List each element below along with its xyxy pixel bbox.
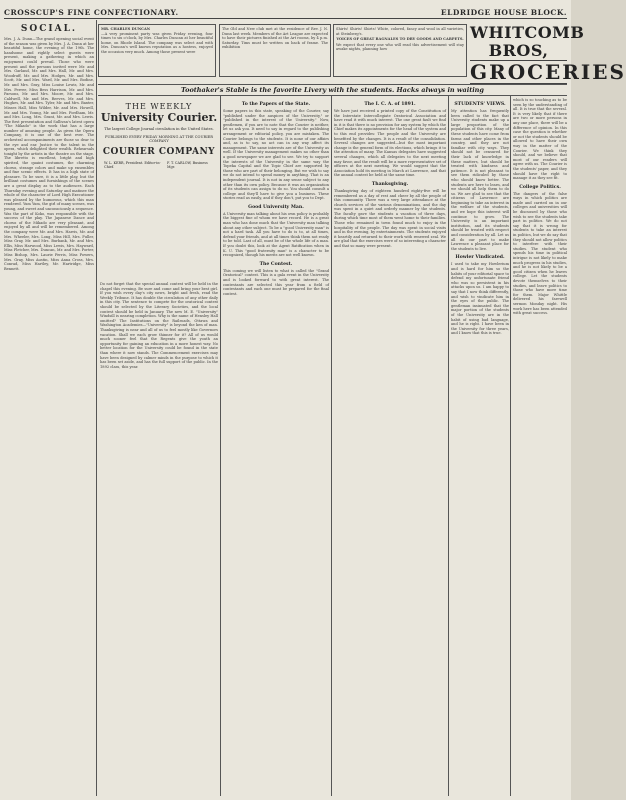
- ad-shirts-body2: We expect that every one who will read this advertisement will stay awake nights, planning how: [336, 42, 464, 52]
- ad-whitcomb: [470, 23, 626, 84]
- column-rule: [96, 20, 97, 796]
- page-header: [4, 6, 567, 19]
- social-column: [4, 22, 94, 794]
- ad-charles-title: MR. CHARLES DUNCAN: [101, 27, 151, 31]
- column-rule: [331, 96, 332, 796]
- editorial-notes: [100, 282, 218, 794]
- masthead-staff: [104, 161, 214, 170]
- column-students-views: [451, 98, 509, 794]
- good-man-text: A University man talking about his own policy is probably the biggest fine of whom we have record. He is a great man who has done much that the University man talking about any other subject. To be a "good University man" is not a hard task. All you have to do is to, at all times, defend your friends, and at all times think them not ready to be told. Last of all, must be of the whole life of a man. If you doubt this, look at the Agent Ratification when in K. U. This "good fraternity man" is a character to be recognized, though his merits are not well known.: [223, 211, 329, 258]
- ad-charles-body: —A very prominent party was given Friday evening, four times to six o'clock, by Mrs. Charles Duncan at her beautiful home, on Rhode Island. The company was select and with Mrs. Duncan's well known reputation as a hostess, enjoyed the occasion very much. Among those present were: [101, 31, 213, 54]
- views-text: My attention has frequently been called to the fact that University students make up a large proportion of the population of this city. Many of these students have come from farms and other places in the country, and they are not familiar with city ways. They should not be censured for their lack of knowledge in these matters, but should be treated with kindness and patience. It is not pleasant to see them ridiculed by those who should know better. The students are here to learn, and we should all help them to do so. We are glad to see that the citizens of Lawrence are beginning to take an interest in the welfare of the students, and we hope this interest will continue to grow. The University is an important institution, and its students should be treated with respect and consideration by all. Let us all do our part to make Lawrence a pleasant place for the students to live.: [451, 109, 509, 251]
- masthead-published: PUBLISHED EVERY FRIDAY MORNING AT THE COURIER COMPANY: [105, 134, 213, 144]
- ad-old-and-new: [219, 24, 331, 77]
- column-rule: [220, 96, 221, 796]
- howler-text: I used to take my Howlerium and is hard for him so the habits of your editorial space to defend my unfortunate friend who was so persistent in his attacks upon us. I am happy to say that I now think differently, and wish to vindicate him in the eyes of the public. The gentleman insinuated that the major portion of the students of the University are in the habit of using bad language, and he is right. I have been in the University for three years, and I know that this is true.: [451, 262, 510, 336]
- social-text: Mrs. J. A. Dunn—The grand opening social event of the season was given by Mrs. J. A. Dunn at her beautiful home, the evening of the 19th. The handsome and rightly select guests were present, making a gathering in which an enjoyment could prevail. Those who were present and the persons invited were Mr. and Mrs. Garland, Mr. and Mrs. Hall, Mr. and Mrs. Woodruff, Mr. and Mrs. Hodges, Mr. and Mrs. Scott, Mr. and Mrs. Ward, Mr. and Mrs. Bodine, Mr. and Mrs. Gray, Miss Louise Lewis, Mr. and Mrs. Ferree, Miss Bess Harrison, Mr. and Mrs. Parsons, Mr. and Mrs. Moore, Mr. and Mrs. Caldwell, Mr. and Mrs. Reeves, Mr. and Mrs. Hughes, Mr. and Mrs. Tyler, Mr. and Mrs. Baxter, Misses Hall, Miss Wilder, Mr. and Mrs. Howell, Mr. and Mrs. Young, Mr. and Mrs. Fordham, Mr. and Mrs. Long, Mrs. Grant, Mr. and Mrs. Lewis. The first presentation and Sullivan's latest opera "The Mikado" is the work that has a large number of amusing people. As given the Opera Company, it is one of the best ever. The orchestral accompaniments are those so dear to the eye and ear. Justice to the talent in the opera, which delighted their wealth. Rehearsals tonight by the artists in the theatre on the stage. The libretto is excellent, bright and high spirited, the quaint costumes, the charming chorus, strange colors and make up ensembles and fine scenic effects. It has in a high state of pleasure. To be sure, it is a little play, but the brilliant costumes and furnishings of the scenes are a great display as to the audiences. Each Thursday evening and Saturday and matinee the whole of the character of Lord High Executioner was pleased by the humorous, which this man rendered. Yum Yum, the girl of many scenes, was young, and sweet and unconsciously a sequence. Was the part of Koko, was responsible with the success of the play. The Japanese Dance and chorus of the Mikado are very pleasant, and enjoyed by all and will be remembered. Among the company were Mr. and Mrs. Harris, Mr. and Mrs. Wheeler, Mrs. Long, Miss Hill, Mrs. Fuller, Miss Gray, Mr. and Mrs. Burbank, Mr. and Mrs. Ellis, Miss Harwood, Miss Lewis, Mrs. Hayward, Miss Fletcher, Mrs. Duncan, Mr. and Mrs. Porter, Miss Bishop, Mrs. Laurie Ferris, Miss Powers, Mrs. Gray, Miss Austin, Miss Anna Cross, Mrs. Conrad, Miss Hartley, Mr. Hartridge, Miss Bennett.: [4, 37, 94, 271]
- ica-text: We have just received a printed copy of the Constitution of the Interstate Intercollegiate Oratorical Association and have read it with much interest. The one great fault we find in it is that there is no provision for any system by which the Chief makes its appointments for the head of the system and to this end provides: The people and the University are benefited by the changes. It is a result of the consolidation. Several changes are suggested—but the most important change is the general form of its elections, which brings it to the attention of many. The Kansas delegates have suggested several changes, which all delegates to the next meeting may favor, and the result will be a more representative set of officers at the next meeting. We would suggest that the Association hold its meeting in March at Lawrence, and that the annual contest be held at the same time.: [334, 109, 446, 178]
- social-heading: SOCIAL.: [20, 24, 78, 34]
- header-left: CROSSCUP'S FINE CONFECTIONARY.: [4, 7, 179, 17]
- ad-shirts-body: Shirts! Shirts! Shirts! White, colored, fancy and wool in all varieties, at Steinberg's.: [336, 27, 464, 36]
- masthead-company: COURIER COMPANY: [102, 146, 216, 157]
- header-right: ELDRIDGE HOUSE BLOCK.: [440, 7, 567, 17]
- c4-text: which is so touching as to be seen by the understanding of all. It is true that the several. It is very likely that if there are two or more persons in any one place, there will be a difference of opinion. In this case the question is whether or not the students should be allowed to have their own way in the matter of the Courier. We think they should, and we believe that most of our readers will agree with us. The Courier is the students' paper, and they should have the right to manage it as they see fit.: [513, 98, 567, 181]
- contest-text: This coming we will listen to what is called the "Grand Oratorical" contest. This is a gala event in the University and is looked forward to with great interest. The contestants are selected this year from a field of contestants and each one must be prepared for the final contest.: [223, 268, 329, 296]
- ad-charles-duncan: [98, 24, 216, 77]
- masthead-kicker: THE WEEKLY: [125, 102, 193, 111]
- column-rule: [448, 96, 449, 796]
- politics-heading: College Politics.: [519, 184, 561, 190]
- howler-heading: Howler Vindicated.: [455, 255, 505, 261]
- ad-oldsaw-body: The Old and New club met at the residence of Rev. J. N. Dunn last week. Members of the Art League are expected to have their pictures finished at the Art rooms, by 4 p.m. Saturday. Tims must be written on back of frame. The exhibition: [222, 27, 328, 50]
- ad-shirts-cry: VOICES OF GREAT RAGNALES TO DRY GOODS AND CARPETS.: [336, 37, 464, 42]
- column-college-politics: [513, 98, 567, 794]
- thanksgiving-heading: Thanksgiving.: [371, 181, 409, 187]
- column-rule: [510, 96, 511, 796]
- good-man-heading: Good University Man.: [248, 204, 304, 210]
- contest-heading: The Contest.: [259, 261, 293, 267]
- thanksgiving-text: Thanksgiving day of eighteen hundred eighty-five will be remembered as a day of rest and cheer by all the people of this community. There was a very large attendance at the church services of the various denominations, and the day was spent in a quiet and orderly manner by the students. The faculty gave the students a vacation of three days, during which time most of them went home to their families. Those who remained in town found much to enjoy in the hospitality of the people. The day was spent in social visits and in the evening, by entertainments. The students enjoyed it heartily and returned to their work with renewed zeal. We are glad that the exercises were of so interesting a character and that so many were present.: [334, 188, 446, 249]
- masthead-title: University Courier.: [100, 111, 218, 124]
- politics-text: The dangers of the false ways in which politics are made and carried on in our colleges and universities will be discussed by those who wish to see the students take part in politics. We do not say that it is wrong for students to take an interest in politics, but we do say that they should not allow politics to interfere with their studies. The student who spends his time in political intrigue is not likely to make much progress in his studies, and he is not likely to be a good citizen when he leaves college. Let the students devote themselves to their studies, and leave politics to those who have more time for them. Major Whittle delivered his farewell sermon Monday night. His work here has been attended with great success.: [513, 191, 567, 316]
- masthead: [98, 98, 220, 280]
- masthead-notice: Do not forget that the special annual contest will be held in the chapel this evening. Be sure and come and bring your best girl. If you wish every day's city news, bright and fresh, read the Weekly Tribune. It has double the circulation of any other daily in this city. The sentence to compete for the oratorical contest should be selected by the Literary Societies, and the local contest should be held in January. The new M. E. "University" Windsill is nearing completion. Why is the name of Hensley Hall omitted? The Institutions on the Railroads, Ottawa and Washington Academies—"University" is beyond the ken of man. Thanksgiving is near and all of us to feel mostly like Governors vacation. Shall we each grow thinner for it? All of us would much sooner feel that the Regents give the youth an opportunity for gaining an education in a more honest way. No better location for the University could be found in the state than where it now stands. The Commencement exercises may have been designed by calmer minds in the purpose to which it has been set aside, and has the full support of the public. In the 1892 class, this year.: [100, 282, 218, 369]
- papers-text: Some papers in this state, speaking of the Courier, say "published under the auspices of the University," or "published in the interest of the University." Now, gentlemen, if you are to note that the Courier is neither, let us ask you. It need to say in regard to the publishing arrangement or editorial policy, you are mistaken. The Courier belongs to the students. It is none of our affairs and, as is to say, no act can in any way affect its management. The same interests are of the University as well. If the University management makes no other than a good newspaper we are glad to see. We try to support the interests of the University in the same way the Topeka Capital and the Topic Chief are supported by those who are part of their belonging. But we wish to say we do not intend to spend money in anything. That is an independent journal. It is not in any sense subject to any other than its own policy. Because it was an organization of its students can assign to do so. You should consult a college and they'll have to give you a business. These stories read as easily, and if they don't, put you to Dept.: [223, 109, 329, 201]
- column-ica: [334, 98, 446, 794]
- papers-heading: To the Papers of the State.: [241, 102, 311, 107]
- livery-banner: Toothaker's Stable is the favorite Livery with the students. Hacks always in waiting: [98, 84, 567, 96]
- masthead-desc: The largest College Journal circulation in the United States.: [104, 127, 214, 131]
- views-heading: STUDENTS' VIEWS.: [454, 102, 506, 107]
- whitcomb-groceries: GROCERIES: [470, 60, 626, 84]
- column-papers-of-state: [223, 98, 329, 794]
- staff-left: W. L. KERR, President. Editor-in-Chief.: [104, 160, 161, 170]
- ica-heading: The I. C. A. of 1891.: [364, 102, 416, 107]
- whitcomb-name: WHITCOMB BROS,: [470, 23, 585, 60]
- staff-right: F. T. CARLOW, Business Mgr.: [167, 160, 208, 170]
- ad-shirts: [333, 24, 467, 77]
